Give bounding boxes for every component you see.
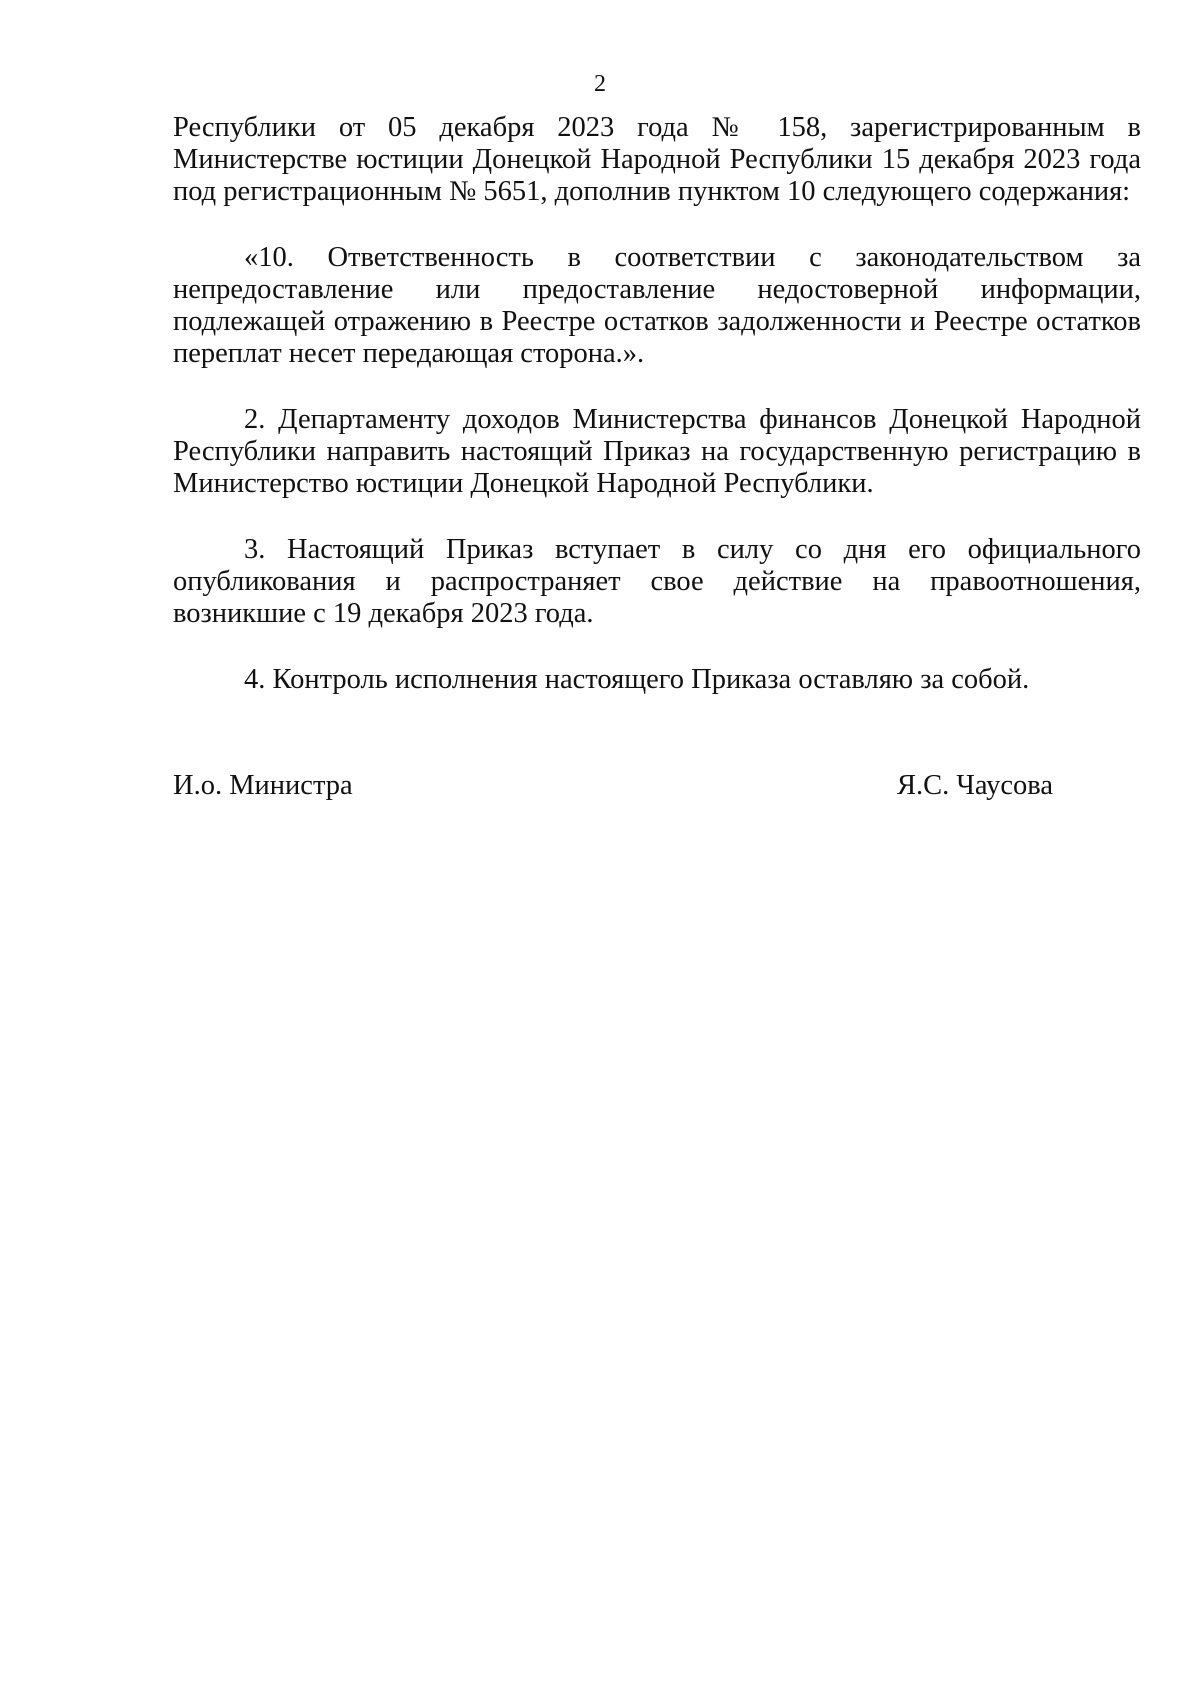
signatory-position: И.о. Министра bbox=[173, 770, 353, 801]
document-body bbox=[173, 112, 1141, 696]
signature-block bbox=[173, 770, 1053, 802]
paragraph-item-4: 4. Контроль исполнения настоящего Приказа оставляю за собой. bbox=[244, 664, 1030, 695]
signatory-name: Я.С. Чаусова bbox=[897, 770, 1053, 801]
page-number: 2 bbox=[594, 71, 606, 97]
paragraph-item-3: 3. Настоящий Приказ вступает в силу со дня его официального опубликования и распространяет свое действие на правоотношения, возникшие с 19 декабря 2023 года. bbox=[173, 534, 1141, 629]
paragraph-item-2: 2. Департаменту доходов Министерства финансов Донецкой Народной Республики направить настоящий Приказ на государственную регистрацию в Министерство юстиции Донецкой Народной Республики. bbox=[173, 404, 1141, 499]
paragraph-item-10: «10. Ответственность в соответствии с законодательством за непредоставление или предоставление недостоверной информации, подлежащей отражению в Реестре остатков задолженности и Реестре остатков переплат несет передающая сторона.». bbox=[173, 242, 1141, 369]
paragraph-continuation: Республики от 05 декабря 2023 года № 158, зарегистрированным в Министерстве юстиции Донецкой Народной Республики 15 декабря 2023 года под регистрационным № 5651, дополнив пунктом 10 следующего содержания: bbox=[173, 112, 1141, 207]
